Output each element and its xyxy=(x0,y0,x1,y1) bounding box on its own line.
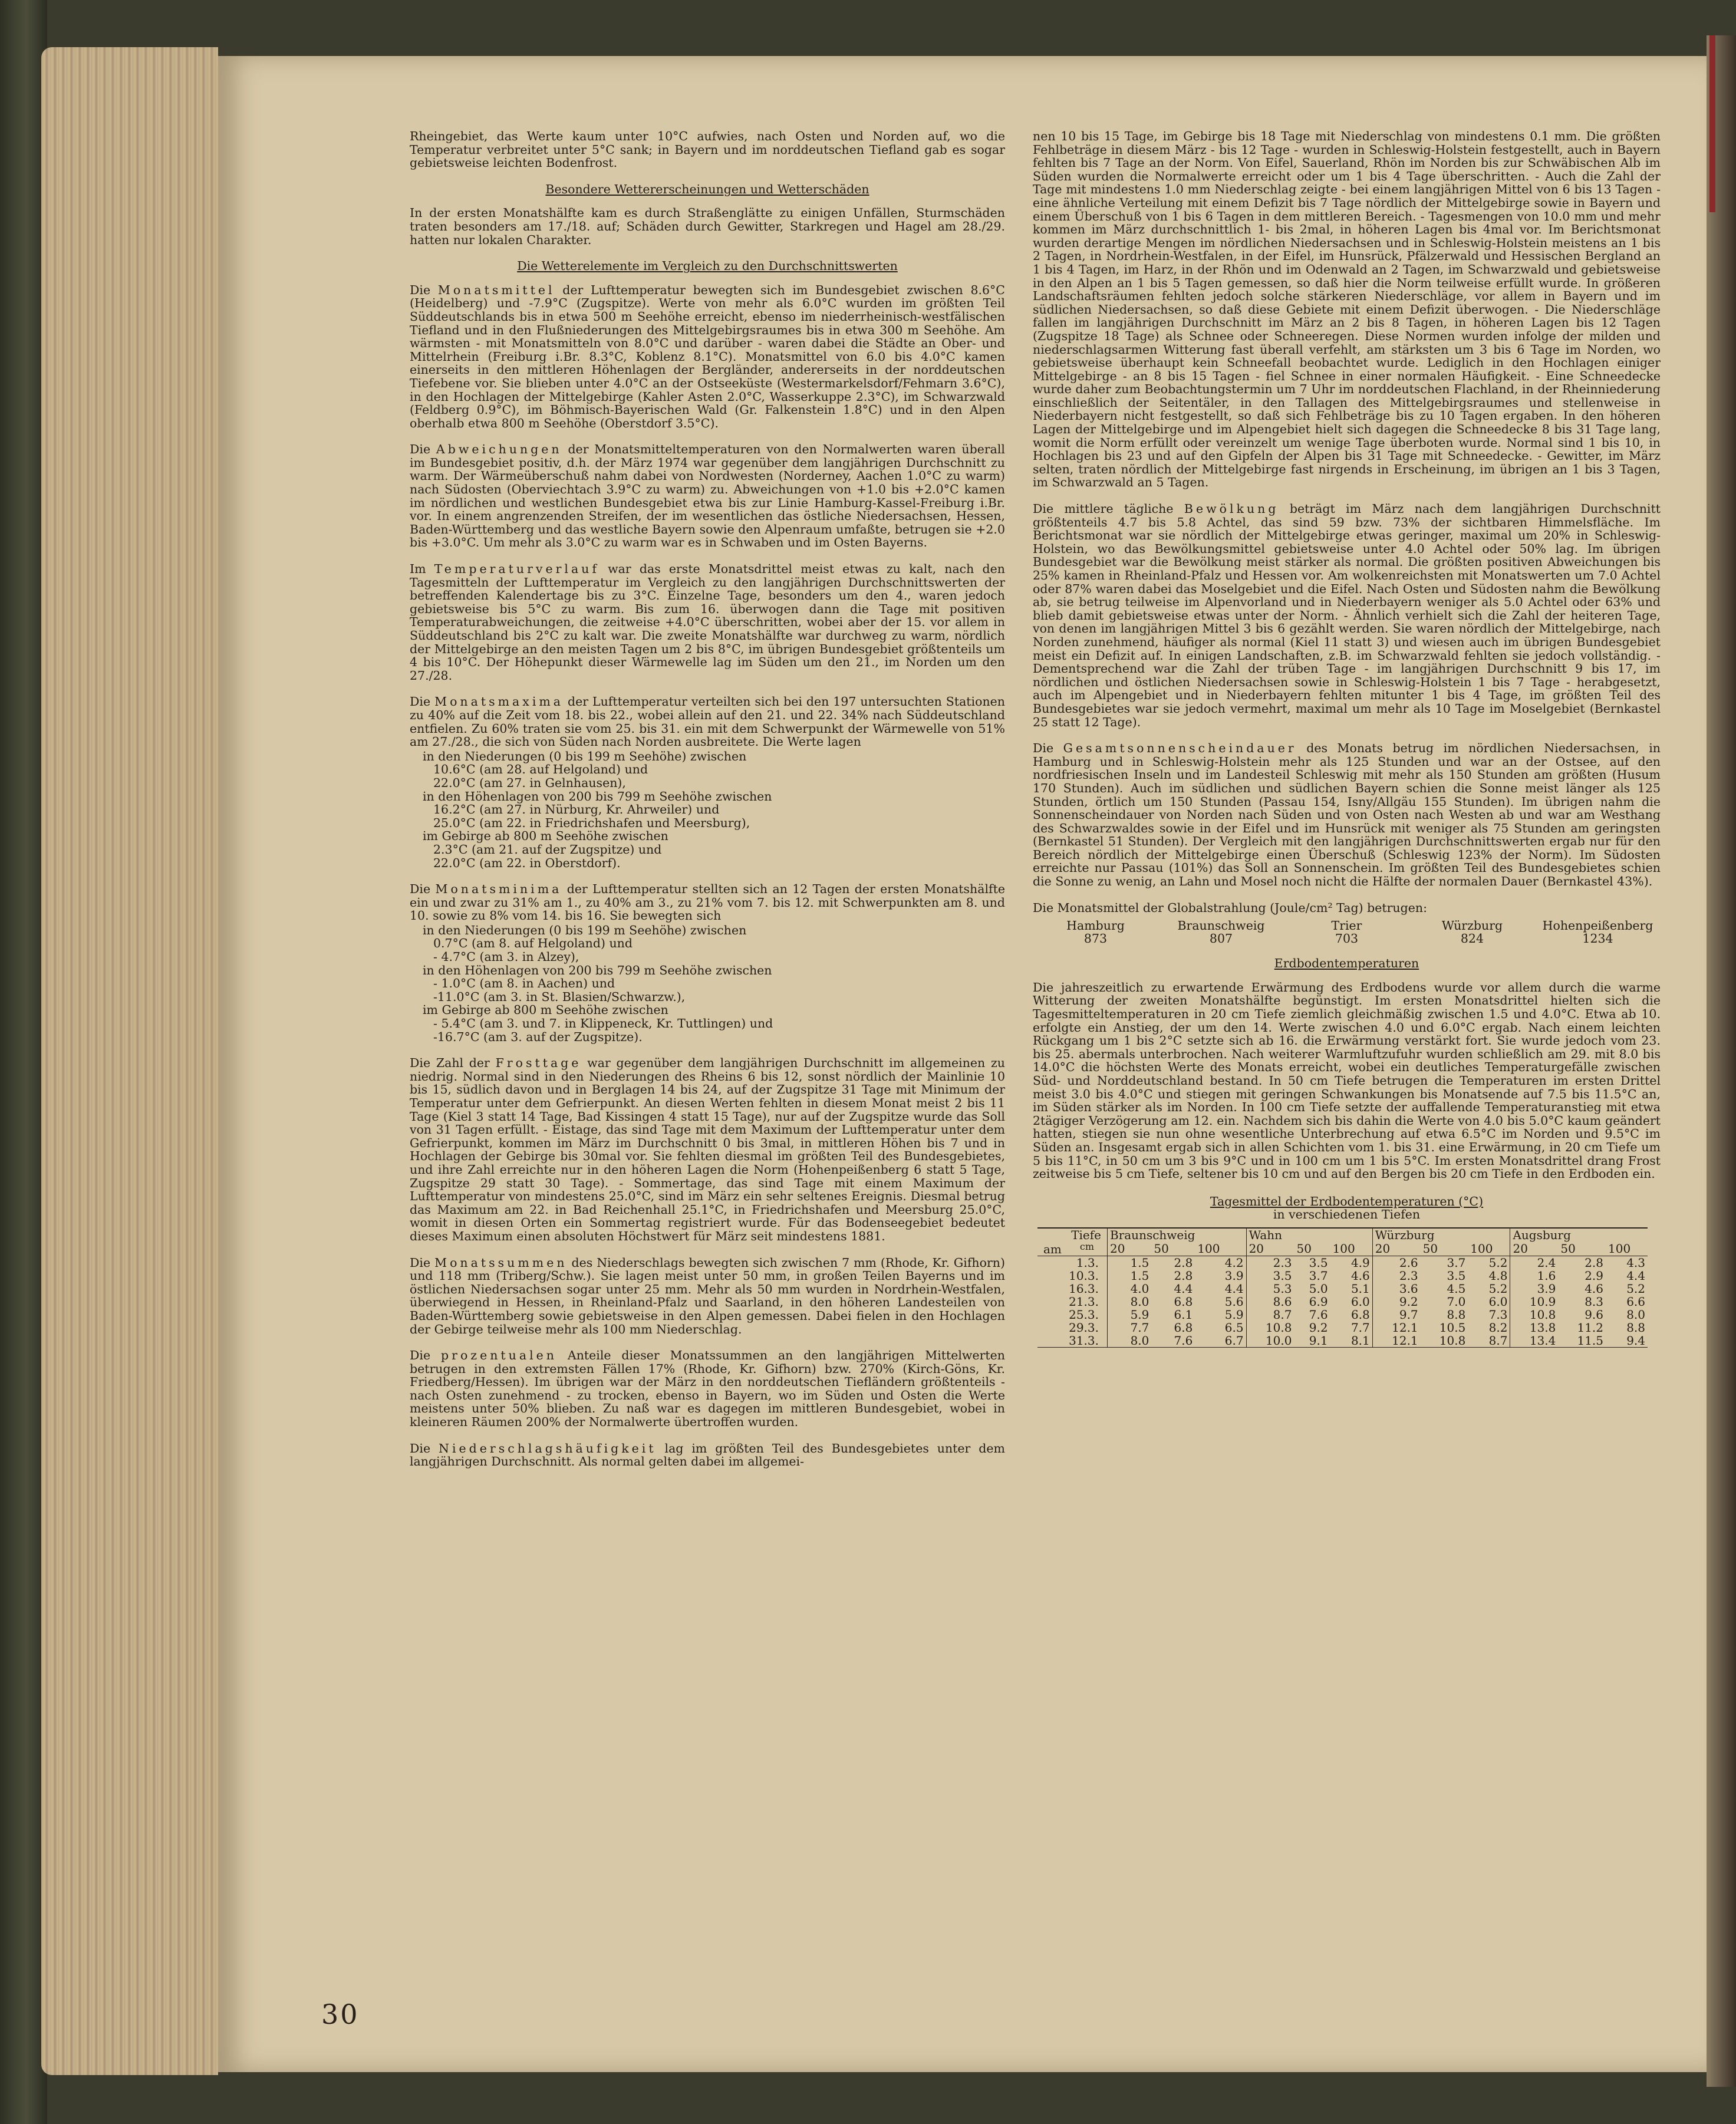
value-cell: 10.8 xyxy=(1265,1320,1292,1335)
date-cell: 25.3. xyxy=(1037,1308,1108,1321)
list-item: in den Höhenlagen von 200 bis 799 m Seehöhe zwischen xyxy=(423,789,772,804)
glob-place: Würzburg xyxy=(1441,918,1503,933)
right-column xyxy=(1033,130,1661,1348)
list-item: in den Niederungen (0 bis 199 m Seehöhe) zwischen xyxy=(423,923,747,937)
value-cell: 3.9 xyxy=(1195,1269,1246,1282)
value-cell: 8.3 xyxy=(1585,1294,1604,1309)
value-cell: 9.1 xyxy=(1294,1334,1330,1348)
value-cell: 2.9 xyxy=(1585,1268,1604,1283)
section-heading-soil: Erdbodentemperaturen xyxy=(1274,956,1419,971)
intro-paragraph: Rheingebiet, das Werte kaum unter 10°C aufwies, nach Osten und Norden auf, wo die Temperatur verbreitet unter 5°C sank; in Bayern und im norddeutschen Tiefland gab es sogar gebietsweise leichten Bodenfrost. xyxy=(410,129,1005,170)
table-row xyxy=(1037,1295,1648,1308)
value-cell: 2.4 xyxy=(1537,1255,1556,1270)
list-item: in den Höhenlagen von 200 bis 799 m Seehöhe zwischen xyxy=(423,963,772,977)
section-heading-elements: Die Wetterelemente im Vergleich zu den Durchschnittswerten xyxy=(517,259,898,274)
value-cell: 8.0 xyxy=(1626,1307,1645,1322)
value-cell: 5.1 xyxy=(1330,1282,1373,1295)
value-cell: 4.4 xyxy=(1626,1268,1645,1283)
value-cell: 2.3 xyxy=(1399,1268,1418,1283)
station-header: Würzburg xyxy=(1372,1228,1510,1242)
depth-header: 20 xyxy=(1372,1242,1420,1256)
table-header-row xyxy=(1037,1228,1648,1242)
value-cell: 5.9 xyxy=(1130,1307,1149,1322)
value-cell: 6.8 xyxy=(1330,1308,1373,1321)
value-cell: 13.8 xyxy=(1529,1320,1556,1335)
value-cell: 12.1 xyxy=(1372,1334,1420,1348)
monthly-minima-paragraph: Die Monatsminima der Lufttemperatur stellten sich an 12 Tagen der ersten Monatshälfte ein und zwar zu 31% am 1., zu 40% am 3., zu 21% vom 7. bis 12. mit Schwerpunkten am 8. und 10. sowie zu 8% vom 14. bis 16. Sie bewegten sich xyxy=(410,882,1005,923)
list-item: 22.0°C (am 22. in Oberstdorf). xyxy=(433,855,621,870)
value-cell: 4.5 xyxy=(1447,1281,1466,1296)
list-item: - 1.0°C (am 8. in Aachen) und xyxy=(433,976,615,991)
book-cover-edge xyxy=(1707,35,1736,2087)
value-cell: 3.7 xyxy=(1447,1255,1466,1270)
value-cell: 8.2 xyxy=(1468,1321,1510,1334)
value-cell: 11.2 xyxy=(1577,1320,1604,1335)
sunshine-paragraph: Die Gesamtsonnenscheindauer des Monats betrug im nördlichen Niedersachsen, in Hamburg und in Schleswig-Holstein mehr als 125 Stunden und war an der Ostsee, auf den nordfriesischen Inseln und im Landesteil Schleswig mit mehr als 150 Stunden am größten (Husum 170 Stunden). Auch im südlichen und südlichen Bayern schien die Sonne meist länger als 125 Stunden, örtlich um 150 Stunden (Passau 154, Isny/Allgäu 155 Stunden). Im übrigen nahm die Sonnenscheindauer von Norden nach Süden und von Osten nach Westen ab und war am Westhang des Schwarzwaldes sowie in der Eifel und im Hunsrück mit weniger als 75 Stunden am geringsten (Bernkastel 51 Stunden). Der Vergleich mit den langjährigen Durchschnittswerten ergab nur für den Bereich nördlich der Mittelgebirge einen Überschuß (Schleswig 123% der Norm). Im Südosten erreichte nur Passau (101%) das Soll an Sonnenschein. Im größten Teil des Bundesgebietes schien die Sonne zu wenig, an Lahn und Mosel noch nicht die Hälfte der normalen Dauer (Bernkastel 43%). xyxy=(1033,741,1661,889)
table-body xyxy=(1037,1256,1648,1347)
page-number: 30 xyxy=(321,1998,360,2030)
precipitation-sums-paragraph: Die Monatssummen des Niederschlags bewegten sich zwischen 7 mm (Rhode, Kr. Gifhorn) und 118 mm (Triberg/Schw.). Sie lagen meist unter 50 mm, in großen Teilen Bayerns und im östlichen Niedersachsen sogar unter 25 mm. Mehr als 50 mm wurden in Nordrhein-Westfalen, überwiegend in Hessen, in Rheinland-Pfalz und Saarland, in den höheren Landesteilen von Baden-Württemberg sowie gebietsweise in den Alpen gemessen. Dabei fielen in den Hochlagen der Gebirge teilweise mehr als 100 mm Niederschlag. xyxy=(410,1255,1005,1336)
glob-value: 807 xyxy=(1209,931,1233,946)
glob-place: Hamburg xyxy=(1066,918,1125,933)
value-cell: 8.6 xyxy=(1273,1294,1292,1309)
value-cell: 9.4 xyxy=(1606,1334,1648,1348)
precipitation-frequency-paragraph: Die Niederschlagshäufigkeit lag im größten Teil des Bundesgebietes unter dem langjährigen Durchschnitt. Als normal gelten dabei im allgemei- xyxy=(410,1441,1005,1469)
station-header: Augsburg xyxy=(1510,1228,1648,1242)
depth-header: 100 xyxy=(1195,1242,1246,1256)
value-cell: 10.5 xyxy=(1439,1320,1466,1335)
soil-table-title: Tagesmittel der Erdbodentemperaturen (°C) in verschiedenen Tiefen xyxy=(1210,1194,1484,1222)
value-cell: 10.8 xyxy=(1529,1307,1556,1322)
value-cell: 13.4 xyxy=(1510,1334,1558,1348)
list-item: -11.0°C (am 3. in St. Blasien/Schwarzw.), xyxy=(433,989,686,1004)
value-cell: 8.1 xyxy=(1330,1334,1373,1348)
value-cell: 5.2 xyxy=(1468,1282,1510,1295)
value-cell: 1.5 xyxy=(1130,1255,1149,1270)
table-corner-cell: Tiefe cm am xyxy=(1037,1228,1108,1256)
depth-header: 100 xyxy=(1606,1242,1648,1256)
list-item: 10.6°C (am 28. auf Helgoland) und xyxy=(433,762,648,777)
value-cell: 5.3 xyxy=(1273,1281,1292,1296)
value-cell: 4.8 xyxy=(1468,1269,1510,1282)
weather-events-paragraph: In der ersten Monatshälfte kam es durch Straßenglätte zu einigen Unfällen, Sturmschäden traten besonders am 17./18. auf; Schäden durch Gewitter, Starkregen und Hagel am 28./29. hatten nur lokalen Charakter. xyxy=(410,206,1005,247)
percentage-paragraph: Die prozentualen Anteile dieser Monatssummen an den langjährigen Mittelwerten betrugen in den extremsten Fällen 17% (Rhode, Kr. Gifhorn) bzw. 270% (Kirch-Göns, Kr. Friedberg/Hessen). Im übrigen war der März in den norddeutschen Tiefländern größtenteils - nach Osten zunehmend - zu trocken, ebenso in Bayern, wo im Süden und Osten die Werte meistens unter 50% blieben. Zu naß war es dagegen im mittleren Bundesgebiet, wobei in kleineren Räumen 200% der Normalwerte übertroffen wurden. xyxy=(410,1348,1005,1430)
soil-temperature-paragraph: Die jahreszeitlich zu erwartende Erwärmung des Erdbodens wurde vor allem durch die warme Witterung der zweiten Monatshälfte begünstigt. Im ersten Monatsdrittel hielten sich die Tagesmitteltemperaturen in 20 cm Tiefe ziemlich gleichmäßig zwischen 1.5 und 4.0°C. Etwa ab 10. erfolgte ein Anstieg, der um den 14. Werte zwischen 4.0 und 6.0°C ergab. Nach einem leichten Rückgang um 1 bis 2°C setzte sich ab 16. die Erwärmung verstärkt fort. Sie wurde jedoch vom 23. bis 25. abermals unterbrochen. Nach weiterer Warmluftzufuhr wurden schließlich am 29. mit 8.0 bis 14.0°C die höchsten Werte des Monats erreicht, wobei ein deutliches Temperaturgefälle zwischen Süd- und Norddeutschland bestand. In 50 cm Tiefe betrugen die Temperaturen im ersten Drittel meist 3.0 bis 4.0°C und stiegen mit geringen Schwankungen bis Monatsende auf 7.5 bis 11.5°C an, im Süden stärker als im Norden. In 100 cm Tiefe setzte der auffallende Temperaturanstieg mit etwa 2tägiger Verzögerung am 12. ein. Nachdem sich bis dahin die Werte von 4.0 bis 5.0°C kaum geändert hatten, stiegen sie nun ohne wesentliche Unterbrechung auf etwa 6.5°C im Norden und 9.5°C im Süden an. Insgesamt ergab sich in allen Schichten vom 1. bis 31. eine Erwärmung, in 20 cm Tiefe um 5 bis 11°C, in 50 cm um 3 bis 9°C und in 100 cm um 1 bis 5°C. Im ersten Monatsdrittel drang Frost zeitweise bis 5 cm Tiefe, seltener bis 10 cm und auf den Bergen bis 20 cm Tiefe in den Erdboden ein. xyxy=(1033,980,1661,1181)
date-cell: 10.3. xyxy=(1037,1269,1108,1282)
value-cell: 7.6 xyxy=(1151,1334,1195,1348)
glob-place: Trier xyxy=(1331,918,1362,933)
depth-header: 20 xyxy=(1510,1242,1558,1256)
depth-header: 50 xyxy=(1151,1242,1195,1256)
glob-place: Braunschweig xyxy=(1177,918,1265,933)
value-cell: 8.8 xyxy=(1626,1320,1645,1335)
value-cell: 7.7 xyxy=(1130,1320,1149,1335)
temperature-course-paragraph: Im Temperaturverlauf war das erste Monatsdrittel meist etwas zu kalt, nach den Tagesmitteln der Lufttemperatur im Vergleich zu den langjährigen Durchschnittswerten der betreffenden Kalendertage bis zu 3°C. Einzelne Tage, besonders um den 4., waren jedoch gebietsweise bis 5°C zu warm. Bis zum 16. überwogen dann die Tage mit positiven Temperaturabweichungen, die zeitweise +4.0°C überschritten, wobei aber der 15. vor allem in Süddeutschland bis 2°C zu kalt war. Die zweite Monatshälfte war durchweg zu warm, nördlich der Mittelgebirge an den meisten Tagen um 2 bis 8°C, im übrigen Bundesgebiet größtenteils um 4 bis 10°C. Der Höhepunkt dieser Wärmewelle lag im Süden um den 21., im Norden um den 27./28. xyxy=(410,562,1005,683)
section-heading-weather-events: Besondere Wettererscheinungen und Wetterschäden xyxy=(545,182,869,196)
value-cell: 3.7 xyxy=(1309,1268,1328,1283)
table-row xyxy=(1037,1334,1648,1348)
left-column xyxy=(410,130,1005,1481)
list-item: -16.7°C (am 3. auf der Zugspitze). xyxy=(433,1029,643,1044)
value-cell: 2.6 xyxy=(1399,1255,1418,1270)
value-cell: 6.1 xyxy=(1174,1307,1193,1322)
value-cell: 9.2 xyxy=(1309,1320,1328,1335)
table-depth-row xyxy=(1037,1242,1648,1256)
glob-value: 873 xyxy=(1083,931,1108,946)
value-cell: 9.6 xyxy=(1585,1307,1604,1322)
value-cell: 8.8 xyxy=(1447,1307,1466,1322)
value-cell: 8.0 xyxy=(1108,1334,1152,1348)
value-cell: 2.8 xyxy=(1585,1255,1604,1270)
glob-place: Hohenpeißenberg xyxy=(1542,918,1653,933)
station-header: Wahn xyxy=(1246,1228,1372,1242)
table-row xyxy=(1037,1308,1648,1321)
value-cell: 1.5 xyxy=(1130,1268,1149,1283)
value-cell: 6.6 xyxy=(1626,1294,1645,1309)
value-cell: 10.9 xyxy=(1529,1294,1556,1309)
value-cell: 4.2 xyxy=(1195,1256,1246,1269)
glob-value: 824 xyxy=(1460,931,1484,946)
list-item: 2.3°C (am 21. auf der Zugspitze) und xyxy=(433,842,662,857)
cloudiness-paragraph: Die mittlere tägliche Bewölkung beträgt im März nach dem langjährigen Durchschnitt größtenteils 4.7 bis 5.8 Achtel, das sind 59 bzw. 73% der sichtbaren Himmelsfläche. Im Berichtsmonat war sie nördlich der Mittelgebirge etwas geringer, maximal um 20% in Schleswig-Holstein, wo das Bewölkungsmittel gebietsweise unter 4.0 Achtel oder 50% lag. Im übrigen Bundesgebiet war die Bewölkung meist stärker als normal. Die größten positiven Abweichungen bis 25% kamen in Rheinland-Pfalz und Hessen vor. Am wolkenreichsten mit Monatswerten um 7.0 Achtel oder 87% waren dabei das Moselgebiet und die Eifel. Nach Osten und Südosten nahm die Bewölkung ab, sie betrug teilweise im Alpenvorland und in Niederbayern weniger als 5.0 Achtel oder 63% und blieb damit gebietsweise etwas unter der Norm. - Ähnlich verhielt sich die Zahl der heiteren Tage, von denen im langjährigen Mittel 3 bis 6 gezählt werden. Sie waren nördlich der Mittelgebirge, nach Norden zunehmend, häufiger als normal (Kiel 11 statt 3) und wiesen auch im übrigen Bundesgebiet meist ein Defizit auf. In einigen Landschaften, z.B. im Schwarzwald fehlten sie jedoch vollständig. - Dementsprechend war die Zahl der trüben Tage - im langjährigen Durchschnitt 9 bis 17, im nördlichen und östlichen Niedersachsen sowie in Schleswig-Holstein 1 bis 7 Tage - herabgesetzt, auch im Alpengebiet und in Niederbayern fehlten mitunter 1 bis 4 Tage, im größten Teil des Bundesgebietes war sie jedoch vermehrt, maximal um mehr als 10 Tage im Moselgebiet (Bernkastel 25 statt 12 Tage). xyxy=(1033,502,1661,729)
value-cell: 6.8 xyxy=(1174,1294,1193,1309)
value-cell: 2.8 xyxy=(1174,1268,1193,1283)
value-cell: 3.5 xyxy=(1309,1255,1328,1270)
value-cell: 9.7 xyxy=(1399,1307,1418,1322)
global-radiation-values xyxy=(1033,919,1661,945)
value-cell: 6.9 xyxy=(1309,1294,1328,1309)
depth-header: 50 xyxy=(1421,1242,1468,1256)
value-cell: 3.5 xyxy=(1447,1268,1466,1283)
value-cell: 7.7 xyxy=(1330,1321,1373,1334)
depth-header: 100 xyxy=(1330,1242,1373,1256)
date-cell: 21.3. xyxy=(1037,1295,1108,1308)
value-cell: 4.4 xyxy=(1195,1282,1246,1295)
value-cell: 2.3 xyxy=(1273,1255,1292,1270)
value-cell: 5.2 xyxy=(1468,1256,1510,1269)
list-item: im Gebirge ab 800 m Seehöhe zwischen xyxy=(423,829,668,844)
list-item: 25.0°C (am 22. in Friedrichshafen und Meersburg), xyxy=(433,815,750,830)
value-cell: 4.6 xyxy=(1330,1269,1373,1282)
value-cell: 4.4 xyxy=(1174,1281,1193,1296)
minima-list xyxy=(410,924,1005,1043)
value-cell: 3.9 xyxy=(1537,1281,1556,1296)
value-cell: 7.0 xyxy=(1447,1294,1466,1309)
value-cell: 4.9 xyxy=(1330,1256,1373,1269)
value-cell: 6.7 xyxy=(1195,1334,1246,1348)
bookmark-strip xyxy=(1709,35,1715,212)
value-cell: 6.5 xyxy=(1195,1321,1246,1334)
value-cell: 11.5 xyxy=(1558,1334,1606,1348)
value-cell: 5.9 xyxy=(1195,1308,1246,1321)
list-item: in den Niederungen (0 bis 199 m Seehöhe) zwischen xyxy=(423,749,747,763)
value-cell: 3.6 xyxy=(1399,1281,1418,1296)
value-cell: 10.8 xyxy=(1421,1334,1468,1348)
date-cell: 29.3. xyxy=(1037,1321,1108,1334)
value-cell: 5.2 xyxy=(1626,1281,1645,1296)
depth-header: 100 xyxy=(1468,1242,1510,1256)
date-cell: 31.3. xyxy=(1037,1334,1108,1348)
value-cell: 6.8 xyxy=(1174,1320,1193,1335)
value-cell: 1.6 xyxy=(1537,1268,1556,1283)
station-header: Braunschweig xyxy=(1108,1228,1247,1242)
depth-header: 50 xyxy=(1294,1242,1330,1256)
list-item: 22.0°C (am 27. in Gelnhausen), xyxy=(433,775,626,790)
value-cell: 3.5 xyxy=(1273,1268,1292,1283)
table-row xyxy=(1037,1256,1648,1269)
maxima-list xyxy=(410,750,1005,870)
date-cell: 1.3. xyxy=(1037,1256,1108,1269)
value-cell: 5.6 xyxy=(1195,1295,1246,1308)
table-row xyxy=(1037,1282,1648,1295)
table-row xyxy=(1037,1269,1648,1282)
precipitation-continued-paragraph: nen 10 bis 15 Tage, im Gebirge bis 18 Tage mit Niederschlag von mindestens 0.1 mm. Die größten Fehlbeträge in diesem März - bis 12 Tage - wurden in Schleswig-Holstein festgestellt, auch in Bayern fehlten bis 7 Tage an der Norm. Von Eifel, Sauerland, Rhön im Norden bis zur Schwäbischen Alb im Süden wurden die Normalwerte erreicht oder um 1 bis 4 Tage überschritten. - Auch die Zahl der Tage mit mindestens 1.0 mm Niederschlag zeigte - bei einem langjährigen Mittel von 6 bis 13 Tagen - eine ähnliche Verteilung mit einem Defizit bis 7 Tage nördlich der Mittelgebirge sowie in Bayern und einem Überschuß von 1 bis 6 Tagen in dem mittleren Bereich. - Tagesmengen von 10.0 mm und mehr kommen im März durchschnittlich 1- bis 2mal, in höheren Lagen bis 4mal vor. Im Berichtsmonat wurden derartige Mengen im nördlichen Niedersachsen und in Schleswig-Holstein meistens an 1 bis 2 Tagen, in Nordrhein-Westfalen, in der Eifel, im Hunsrück, Pfälzerwald und Hessischen Bergland an 1 bis 4 Tagen, im Harz, in der Rhön und im Odenwald an 2 Tagen, im Schwarzwald und gebietsweise in den Alpen an 1 bis 5 Tagen gemessen, so daß hier die Norm teilweise erfüllt wurde. In größeren Landschaftsräumen fehlten jedoch solche stärkeren Niederschläge, vor allem in Bayern und im südlichen Niedersachsen, so daß diese Gebiete mit einem Defizit überwogen. - Die Niederschläge fallen im langjährigen Durchschnitt im März an 2 bis 8 Tagen, in höheren Lagen bis 12 Tagen (Zugspitze 18 Tage) als Schnee oder Schneeregen. Diese Normen wurden infolge der milden und niederschlagsarmen Witterung fast überall verfehlt, am stärksten um 3 bis 6 Tage im Norden, wo gebietsweise überhaupt kein Schneefall beobachtet wurde. Lediglich in den Hochlagen einiger Mittelgebirge - an 8 bis 15 Tagen - fiel Schnee in einer normalen Häufigkeit. - Eine Schneedecke wurde daher zum Beobachtungstermin um 7 Uhr im norddeutschen Flachland, in der Rheinniederung einschließlich der Seitentäler, in den Tallagen des Mittelgebirgsraumes und stellenweise in Niederbayern nicht festgestellt, so daß sich Fehlbeträge bis zu 10 Tagen ergaben. In den höheren Lagen der Mittelgebirge und im Alpengebiet hielt sich dagegen die Schneedecke 8 bis 31 Tage lang, womit die Norm erfüllt oder vereinzelt um wenige Tage überboten wurde. Normal sind 1 bis 10, in Hochlagen bis 23 und auf den Gipfeln der Alpen bis 31 Tage mit Schneedecke. - Gewitter, im März selten, traten nördlich der Mittelgebirge fast nirgends in Erscheinung, im übrigen an 1 bis 3 Tagen, im Schwarzwald an 5 Tagen. xyxy=(1033,129,1661,490)
value-cell: 2.8 xyxy=(1174,1255,1193,1270)
value-cell: 9.2 xyxy=(1399,1294,1418,1309)
date-cell: 16.3. xyxy=(1037,1282,1108,1295)
monthly-maxima-paragraph: Die Monatsmaxima der Lufttemperatur verteilten sich bei den 197 untersuchten Stationen zu 40% auf die Zeit vom 18. bis 22., wobei allein auf den 21. und 22. 34% nach Süddeutschland entfielen. Zu 60% traten sie vom 25. bis 31. ein mit dem Schwerpunkt der Wärmewelle von 51% am 27./28., die sich von Süden nach Norden ausbreitete. Die Werte lagen xyxy=(410,694,1005,749)
page-edges xyxy=(41,47,218,2075)
value-cell: 4.3 xyxy=(1626,1255,1645,1270)
value-cell: 6.0 xyxy=(1468,1295,1510,1308)
value-cell: 12.1 xyxy=(1392,1320,1418,1335)
global-radiation-intro: Die Monatsmittel der Globalstrahlung (Joule/cm² Tag) betrugen: xyxy=(1033,900,1427,915)
value-cell: 6.0 xyxy=(1330,1295,1373,1308)
value-cell: 4.0 xyxy=(1130,1281,1149,1296)
depth-header: 20 xyxy=(1246,1242,1294,1256)
frost-days-paragraph: Die Zahl der Frosttage war gegenüber dem langjährigen Durchschnitt im allgemeinen zu niedrig. Normal sind in den Niederungen des Rheins 6 bis 12, sonst nördlich der Mainlinie 10 bis 15, südlich davon und in Berglagen 14 bis 24, auf der Zugspitze 31 Tage mit Minimum der Temperatur unter dem Gefrierpunkt. An diesen Werten fehlten in diesem Monat meist 2 bis 11 Tage (Kiel 3 statt 14 Tage, Bad Kissingen 4 statt 15 Tage), nur auf der Zugspitze wurde das Soll von 31 Tagen erfüllt. - Eistage, das sind Tage mit dem Maximum der Lufttemperatur unter dem Gefrierpunkt, kommen im März im Durchschnitt 0 bis 3mal, in mittleren Höhen bis 7 und in Hochlagen der Gebirge bis 30mal vor. Sie fehlten diesmal im größten Teil des Bundesgebietes, und ihre Zahl erreichte nur in den höheren Lagen die Norm (Hohenpeißenberg 6 statt 5 Tage, Zugspitze 29 statt 30 Tage). - Sommertage, das sind Tage mit einem Maximum der Lufttemperatur von mindestens 25.0°C, sind im März ein sehr seltenes Ereignis. Diesmal betrug das Maximum am 22. in Bad Reichenhall 25.1°C, in Friedrichshafen und Meersburg 25.0°C, womit in diesen Orten ein Sommertag registriert wurde. Für das Bodenseegebiet bedeutet dieses Maximum einen absoluten Höchstwert für März seit mindestens 1881. xyxy=(410,1056,1005,1243)
value-cell: 5.0 xyxy=(1309,1281,1328,1296)
depth-header: 20 xyxy=(1108,1242,1152,1256)
list-item: 0.7°C (am 8. auf Helgoland) und xyxy=(433,936,633,951)
glob-value: 703 xyxy=(1335,931,1359,946)
value-cell: 8.0 xyxy=(1130,1294,1149,1309)
value-cell: 7.3 xyxy=(1468,1308,1510,1321)
value-cell: 8.7 xyxy=(1273,1307,1292,1322)
value-cell: 7.6 xyxy=(1309,1307,1328,1322)
soil-temperature-table xyxy=(1037,1227,1648,1348)
list-item: - 5.4°C (am 3. und 7. in Klippeneck, Kr. Tuttlingen) und xyxy=(433,1016,773,1031)
value-cell: 10.0 xyxy=(1246,1334,1294,1348)
depth-header: 50 xyxy=(1558,1242,1606,1256)
list-item: im Gebirge ab 800 m Seehöhe zwischen xyxy=(423,1003,668,1017)
value-cell: 8.7 xyxy=(1468,1334,1510,1348)
deviations-paragraph: Die Abweichungen der Monatsmitteltemperaturen von den Normalwerten waren überall im Bundesgebiet positiv, d.h. der März 1974 war gegenüber dem langjährigen Durchschnitt zu warm. Der Wärmeüberschuß nahm dabei von Nordwesten (Norderney, Aachen 1.0°C zu warm) nach Südosten (Oberviechtach 3.9°C zu warm) zu. Abweichungen von +1.0 bis +2.0°C kamen im nördlichen und westlichen Bundesgebiet etwa bis zur Linie Hamburg-Kassel-Freiburg i.Br. vor. In einem angrenzenden Streifen, der im wesentlichen das östliche Niedersachsen, Hessen, Baden-Württemberg und das westliche Bayern sowie den Alpenraum umfaßte, betrugen sie +2.0 bis +3.0°C. Um mehr als 3.0°C zu warm war es in Schwaben und im Osten Bayerns. xyxy=(410,442,1005,550)
list-item: 16.2°C (am 27. in Nürburg, Kr. Ahrweiler) und xyxy=(433,802,720,817)
table-row xyxy=(1037,1321,1648,1334)
value-cell: 4.6 xyxy=(1585,1281,1604,1296)
list-item: - 4.7°C (am 3. in Alzey), xyxy=(433,950,579,964)
book-spine xyxy=(0,0,47,2124)
glob-value: 1234 xyxy=(1582,931,1613,946)
monthly-mean-paragraph: Die Monatsmittel der Lufttemperatur bewegten sich im Bundesgebiet zwischen 8.6°C (Heidelberg) und -7.9°C (Zugspitze). Werte von mehr als 6.0°C wurden im größten Teil Süddeutschlands bis in etwa 500 m Seehöhe erreicht, ebenso im niederrheinisch-westfälischen Tiefland und in den Flußniederungen des Mittelgebirgsraumes bis in etwa 300 m Seehöhe. Am wärmsten - mit Monatsmitteln von 8.0°C und darüber - waren dabei die Städte an Ober- und Mittelrhein (Freiburg i.Br. 8.3°C, Koblenz 8.1°C). Monatsmittel von 6.0 bis 4.0°C kamen einerseits in den mittleren Höhenlagen der Bergländer, andererseits in der norddeutschen Tiefebene vor. Sie blieben unter 4.0°C an der Ostseeküste (Westermarkelsdorf/Fehmarn 3.6°C), in den Hochlagen der Mittelgebirge (Kahler Asten 2.0°C, Wasserkuppe 2.3°C), im Schwarzwald (Feldberg 0.9°C), im Böhmisch-Bayerischen Wald (Gr. Falkenstein 1.8°C) und in den Alpen oberhalb etwa 800 m Seehöhe (Oberstdorf 3.5°C). xyxy=(410,282,1005,430)
